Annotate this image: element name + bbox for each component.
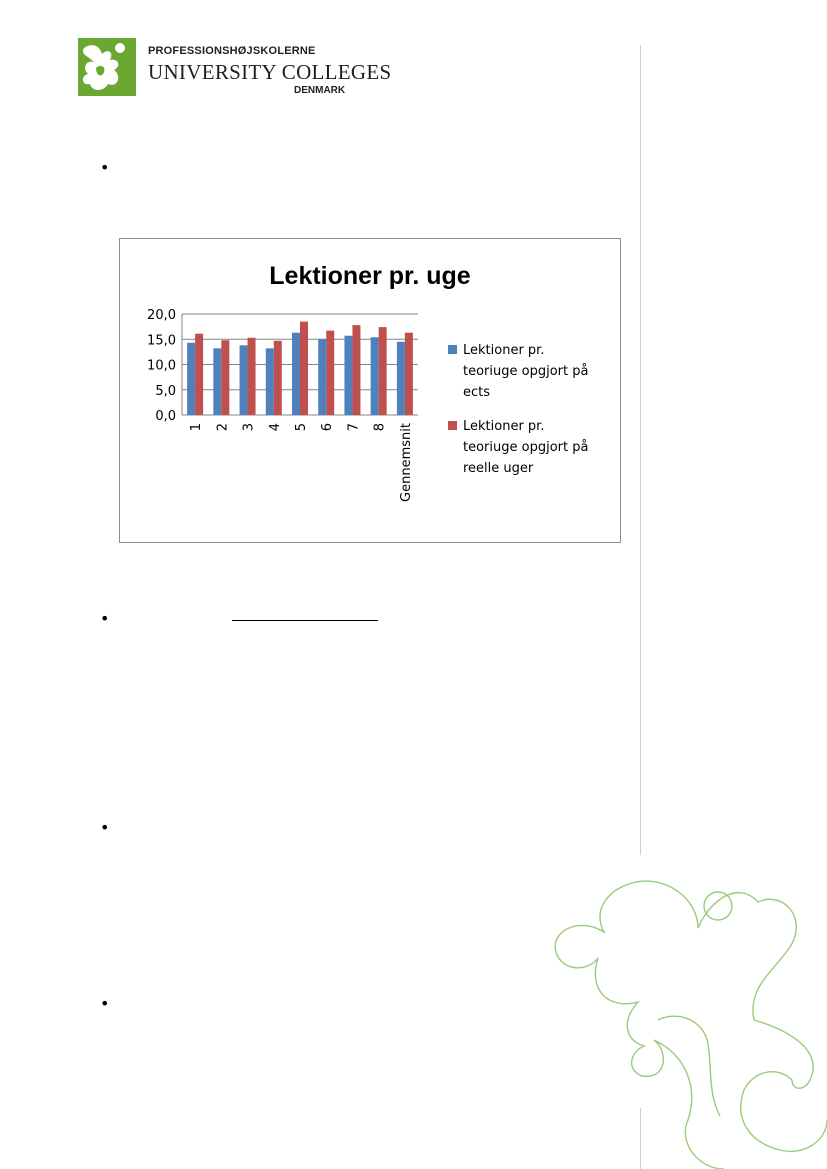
bar-reelle-8	[379, 327, 387, 415]
logo-line-3: DENMARK	[294, 85, 346, 96]
bar-ects-4	[266, 348, 274, 415]
legend-text-2: Lektioner pr.	[463, 419, 545, 434]
legend-text-1: Lektioner pr.	[463, 343, 545, 358]
logo-wordmark	[148, 46, 392, 96]
bar-reelle-9	[405, 333, 413, 415]
bar-reelle-4	[274, 341, 282, 415]
bar-reelle-5	[300, 322, 308, 415]
decorative-figure-icon	[548, 880, 827, 1169]
bar-reelle-6	[326, 331, 334, 415]
bar-ects-2	[213, 348, 221, 415]
bar-ects-5	[292, 333, 300, 415]
legend-text-1: teoriuge opgjort på	[463, 364, 589, 379]
x-tick-label: 6	[320, 423, 336, 432]
x-tick-label: 7	[346, 423, 362, 432]
bar-ects-3	[240, 345, 248, 415]
underline-rule	[232, 620, 378, 621]
x-tick-label: 1	[189, 423, 205, 432]
bullet-2: •	[100, 609, 110, 628]
x-tick-label: 4	[267, 423, 283, 432]
bullet-4: •	[100, 994, 110, 1013]
legend-text-2: teoriuge opgjort på	[463, 440, 589, 455]
bar-ects-6	[318, 339, 326, 415]
bar-ects-8	[371, 337, 379, 415]
y-tick-label: 5,0	[155, 383, 176, 399]
x-tick-label: 8	[372, 423, 388, 432]
legend-text-2: reelle uger	[463, 461, 534, 476]
x-tick-label: 2	[215, 423, 231, 432]
chart-title: Lektioner pr. uge	[269, 262, 471, 290]
y-tick-label: 10,0	[147, 358, 176, 374]
university-colleges-logo-icon	[78, 38, 136, 96]
bar-reelle-7	[352, 325, 360, 415]
bullet-1: •	[100, 158, 110, 177]
x-tick-label: 5	[294, 423, 309, 432]
bar-reelle-3	[248, 338, 256, 415]
bar-reelle-2	[221, 340, 229, 415]
y-tick-label: 15,0	[147, 333, 176, 349]
margin-rule-top	[640, 45, 641, 855]
bar-ects-7	[344, 336, 352, 415]
logo-line-2: UNIVERSITY COLLEGES	[148, 60, 392, 84]
bar-ects-9	[397, 342, 405, 415]
legend-swatch-1	[448, 345, 457, 354]
x-tick-label: Gennemsnit	[398, 423, 414, 502]
bar-reelle-1	[195, 334, 203, 415]
bullet-3: •	[100, 818, 110, 837]
bar-chart	[120, 239, 620, 542]
chart-frame	[119, 238, 621, 543]
legend-swatch-2	[448, 421, 457, 430]
bar-ects-1	[187, 343, 195, 415]
legend-text-1: ects	[463, 385, 491, 400]
x-tick-label: 3	[241, 423, 257, 432]
logo-line-1: PROFESSIONSHØJSKOLERNE	[148, 45, 316, 57]
y-tick-label: 20,0	[147, 308, 176, 323]
y-tick-label: 0,0	[155, 409, 176, 424]
